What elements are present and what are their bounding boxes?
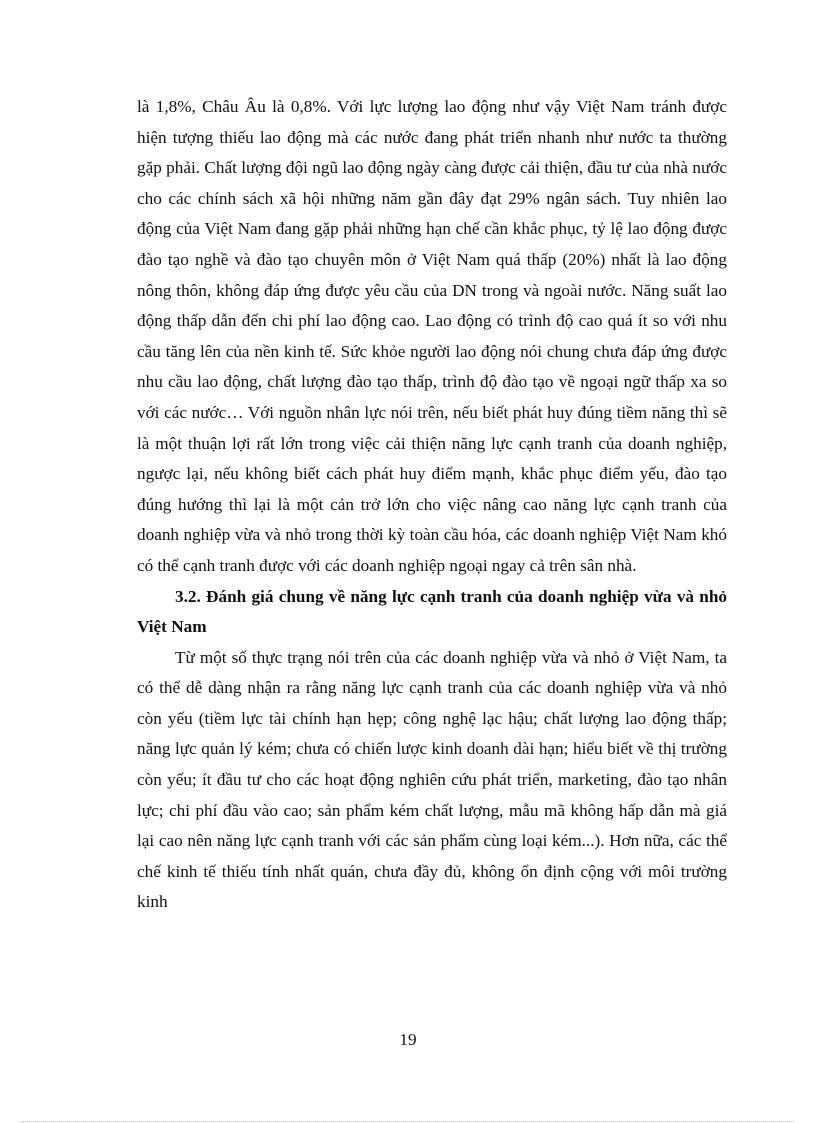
page-body (137, 92, 727, 918)
paragraph-continued: là 1,8%, Châu Âu là 0,8%. Với lực lượng lao động như vậy Việt Nam tránh được hiện tượng thiếu lao động mà các nước đang phát triển nhanh như nước ta thường gặp phải. Chất lượng đội ngũ lao động ngày càng được cải thiện, đầu tư của nhà nước cho các chính sách xã hội những năm gần đây đạt 29% ngân sách. Tuy nhiên lao động của Việt Nam đang gặp phải những hạn chế cần khắc phục, tỷ lệ lao động được đào tạo nghề và đào tạo chuyên môn ở Việt Nam quá thấp (20%) nhất là lao động nông thôn, không đáp ứng được yêu cầu của DN trong và ngoài nước. Năng suất lao động thấp dẫn đến chi phí lao động cao. Lao động có trình độ cao quá ít so với nhu cầu tăng lên của nền kinh tế. Sức khỏe người lao động nói chung chưa đáp ứng được nhu cầu lao động, chất lượng đào tạo thấp, trình độ đào tạo về ngoại ngữ thấp xa so với các nước… Với nguồn nhân lực nói trên, nếu biết phát huy đúng tiềm năng thì sẽ là một thuận lợi rất lớn trong việc cải thiện năng lực cạnh tranh của doanh nghiệp, ngược lại, nếu không biết cách phát huy điểm mạnh, khắc phục điểm yếu, đào tạo đúng hướng thì lại là một cản trở lớn cho việc nâng cao năng lực cạnh tranh của doanh nghiệp vừa và nhỏ trong thời kỳ toàn cầu hóa, các doanh nghiệp Việt Nam khó có thể cạnh tranh được với các doanh nghiệp ngoại ngay cả trên sân nhà. (137, 97, 727, 575)
paragraph-section: Từ một số thực trạng nói trên của các doanh nghiệp vừa và nhỏ ở Việt Nam, ta có thể dễ dàng nhận ra rằng năng lực cạnh tranh của các doanh nghiệp vừa và nhỏ còn yếu (tiềm lực tài chính hạn hẹp; công nghệ lạc hậu; chất lượng lao động thấp; năng lực quản lý kém; chưa có chiến lược kinh doanh dài hạn; hiểu biết về thị trường còn yếu; ít đầu tư cho các hoạt động nghiên cứu phát triển, marketing, đào tạo nhân lực; chi phí đầu vào cao; sản phẩm kém chất lượng, mẫu mã không hấp dẫn mà giá lại cao nên năng lực cạnh tranh với các sản phẩm cùng loại kém...). Hơn nữa, các thể chế kinh tế thiếu tính nhất quán, chưa đầy đủ, không ổn định cộng với môi trường kinh (137, 647, 727, 912)
page-bottom-divider (22, 1121, 794, 1122)
page-number: 19 (399, 1030, 417, 1049)
section-heading: 3.2. Đánh giá chung về năng lực cạnh tranh của doanh nghiệp vừa và nhỏ Việt Nam (137, 586, 727, 637)
